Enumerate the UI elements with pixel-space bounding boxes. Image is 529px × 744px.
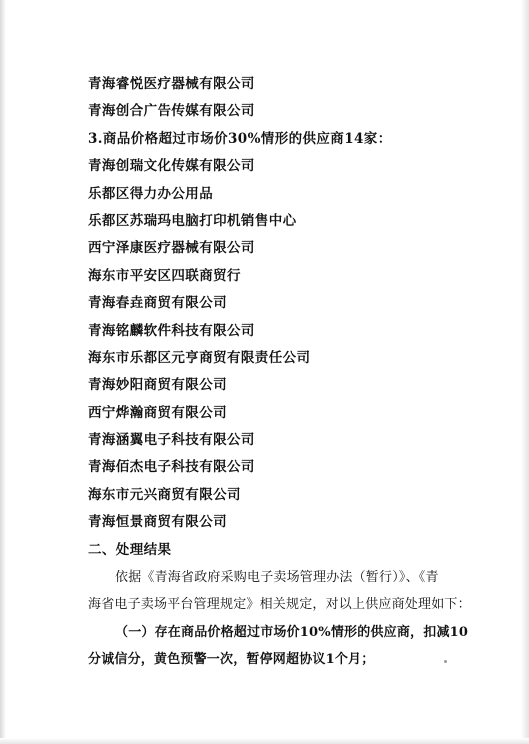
paragraph-line: 分诚信分，黄色预警一次，暂停网超协议1个月； bbox=[88, 652, 375, 668]
document-body bbox=[88, 71, 478, 674]
supplier-line: 西宁烨瀚商贸有限公司 bbox=[88, 404, 227, 421]
paragraph-line: （一）存在商品价格超过市场价10%情形的供应商，扣减10 bbox=[115, 624, 469, 640]
supplier-line: 青海妙阳商贸有限公司 bbox=[88, 377, 227, 394]
paragraph-line: 海省电子卖场平台管理规定》相关规定，对以上供应商处理如下： bbox=[88, 597, 471, 613]
section-heading: 二、处理结果 bbox=[88, 541, 172, 558]
page-shadow-bottom bbox=[0, 738, 529, 744]
page-shadow-right bbox=[521, 0, 529, 744]
supplier-line: 青海创瑞文化传媒有限公司 bbox=[88, 158, 255, 175]
supplier-line: 青海铭麟软件科技有限公司 bbox=[88, 322, 255, 339]
supplier-line: 青海佰杰电子科技有限公司 bbox=[88, 459, 255, 476]
paragraph-line: 依据《青海省政府采购电子卖场管理办法（暂行）》、《青 bbox=[115, 570, 439, 586]
supplier-line: 海东市平安区四联商贸行 bbox=[88, 267, 241, 284]
page-shadow-left bbox=[0, 0, 6, 744]
supplier-line: 青海恒景商贸有限公司 bbox=[88, 514, 227, 531]
supplier-line: 海东市乐都区元亨商贸有限责任公司 bbox=[88, 349, 311, 366]
list-heading: 3.商品价格超过市场价30%情形的供应商14家： bbox=[88, 130, 392, 147]
supplier-line: 西宁泽康医疗器械有限公司 bbox=[88, 240, 255, 257]
supplier-line: 青海涵翼电子科技有限公司 bbox=[88, 432, 255, 449]
supplier-line: 青海睿悦医疗器械有限公司 bbox=[88, 76, 255, 92]
supplier-line: 乐都区得力办公用品 bbox=[88, 185, 214, 202]
supplier-line: 青海创合广告传媒有限公司 bbox=[88, 103, 255, 120]
supplier-line: 海东市元兴商贸有限公司 bbox=[88, 486, 241, 503]
supplier-line: 乐都区苏瑞玛电脑打印机销售中心 bbox=[88, 212, 297, 229]
supplier-line: 青海春垚商贸有限公司 bbox=[88, 295, 227, 312]
scan-speck bbox=[444, 660, 447, 663]
